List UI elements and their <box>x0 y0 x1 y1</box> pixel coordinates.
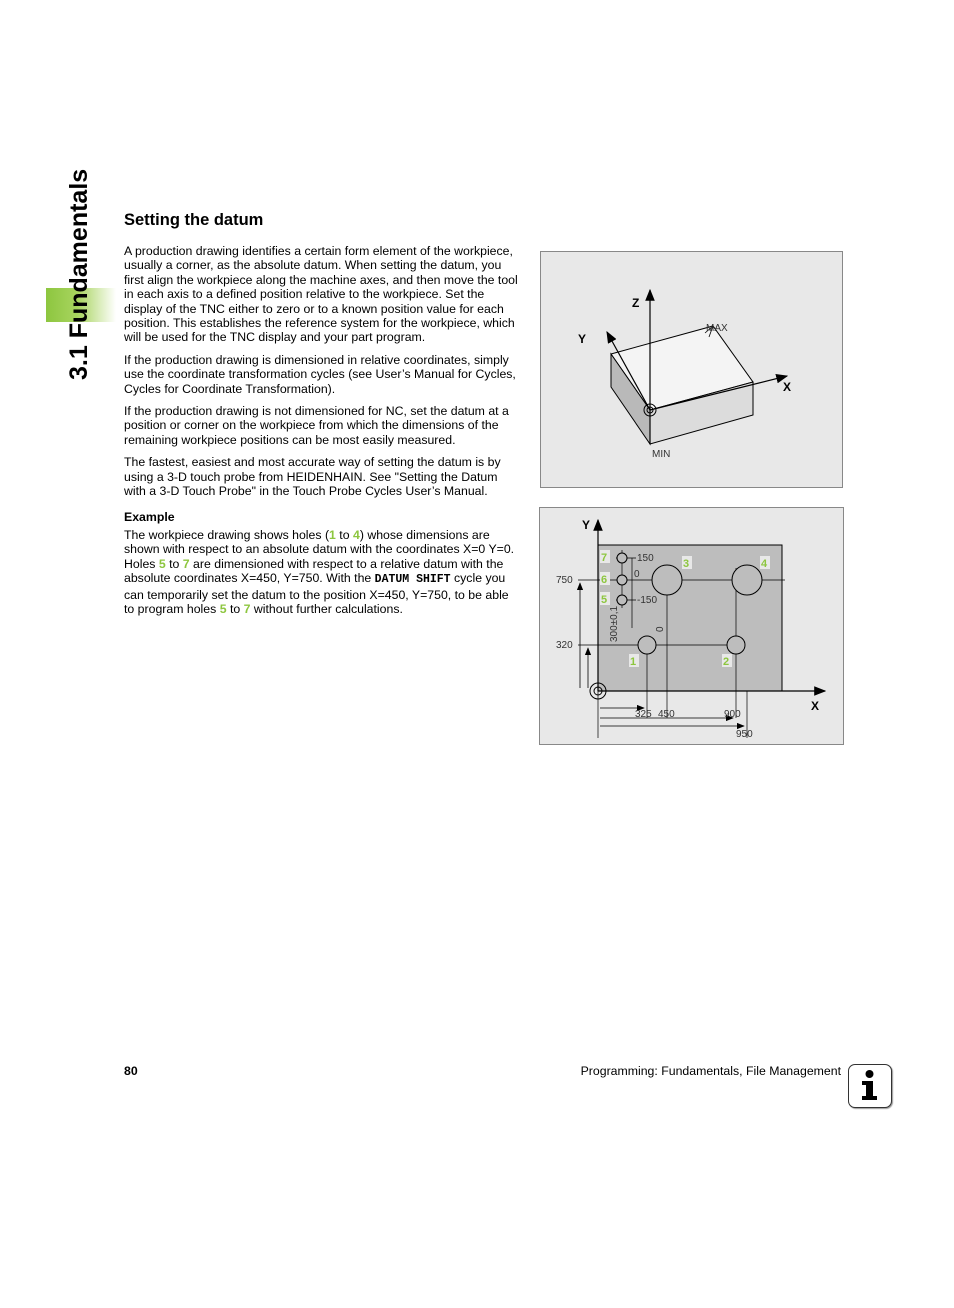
hole-5-label: 5 <box>601 594 608 606</box>
hole-5 <box>617 595 627 605</box>
max-label: MAX <box>706 323 728 334</box>
example-text: The workpiece drawing shows holes ( <box>124 527 330 542</box>
z-axis-label: Z <box>632 296 640 310</box>
body-text <box>124 244 520 624</box>
example-text: to <box>335 527 353 542</box>
paragraph: The fastest, easiest and most accurate way of setting the datum is by using a 3-D touch probe from HEIDENHAIN. See "Setting the Datum with a 3-D Touch Probe" in the Touch Probe Cycles User’s Manual. <box>124 455 501 499</box>
dim-900-label: 900 <box>724 709 741 720</box>
footer-chapter-title: Programming: Fundamentals, File Management <box>580 1064 841 1078</box>
code-keyword: DATUM SHIFT <box>374 573 451 587</box>
workpiece-3d-figure <box>540 251 843 488</box>
hole-2 <box>727 636 745 654</box>
dim-150-label: 150 <box>637 553 654 564</box>
hole-ref: 1 <box>329 527 336 542</box>
example-text: ) whose dimensions are shown with respect to an absolute datum with the coordinates X=0 Y=0. Holes <box>124 527 515 571</box>
chapter-title: 3.1 Fundamentals <box>65 168 93 380</box>
example-heading: Example <box>124 509 175 524</box>
y-axis-label: Y <box>578 332 587 346</box>
paragraph: If the production drawing is dimensioned in relative coordinates, simply use the coordinate transformation cycles (see User’s Manual for Cycles, Cycles for Coordinate Transformation). <box>124 352 516 396</box>
dim-m150-label: -150 <box>637 595 658 606</box>
page-number: 80 <box>124 1064 138 1078</box>
paragraph: A production drawing identifies a certain form element of the workpiece, usually a corner, as the absolute datum. When setting the datum, you first align the workpiece along the machine axes, and then move the tool in each axis to a defined position relative to the workpiece. Set the display of the TNC either to zero or to a known position value for each position. This establishes the reference system for the workpiece, which will be used for the TNC display and your part program. <box>124 244 518 345</box>
dim-750-label: 750 <box>556 575 573 586</box>
hole-ref: 7 <box>182 556 190 571</box>
hole-dimension-figure <box>539 507 844 745</box>
dim-450-label: 450 <box>658 709 675 720</box>
dim-325-label: 325 <box>635 709 652 720</box>
dim-300-label: 300±0,1 <box>609 605 620 642</box>
x-axis-label: X <box>811 699 820 713</box>
hole-ref: 4 <box>352 527 360 542</box>
example-text: are dimensioned with respect to a relative datum with the absolute coordinates X=450, Y=750. With the <box>124 556 504 586</box>
workpiece-3d-drawing <box>541 252 844 489</box>
hole-7-label: 7 <box>601 552 608 564</box>
info-glyph <box>849 1065 890 1106</box>
example-paragraph <box>124 528 520 616</box>
hole-7 <box>617 553 627 563</box>
dim-950-label: 950 <box>736 729 753 740</box>
hole-4-label: 4 <box>761 558 768 570</box>
hole-4 <box>732 565 762 595</box>
hole-1 <box>638 636 656 654</box>
hole-1-label: 1 <box>630 656 637 668</box>
y-axis-label: Y <box>582 518 591 532</box>
hole-ref: 5 <box>219 601 227 616</box>
info-icon <box>848 1064 892 1108</box>
dim-0-label: 0 <box>634 569 640 580</box>
dim-0b-label: 0 <box>655 626 666 632</box>
paragraph: If the production drawing is not dimensioned for NC, set the datum at a position or corner on the workpiece from which the dimensions of the remaining workpiece positions can be most easily measured. <box>124 404 509 447</box>
dim-320-label: 320 <box>556 640 573 651</box>
x-axis-label: X <box>783 380 792 394</box>
example-text: cycle you can temporarily set the datum to the position X=450, Y=750, to be able to program holes <box>124 571 509 616</box>
hole-ref: 7 <box>243 601 251 616</box>
hole-6-label: 6 <box>601 574 608 586</box>
hole-6 <box>617 575 627 585</box>
hole-2-label: 2 <box>723 656 730 668</box>
section-title: Setting the datum <box>124 211 264 229</box>
hole-3-label: 3 <box>683 558 690 570</box>
example-text: to <box>226 601 244 616</box>
hole-3 <box>652 565 682 595</box>
example-text: to <box>165 556 183 571</box>
hole-dimension-drawing <box>540 508 845 746</box>
min-label: MIN <box>652 449 671 460</box>
hole-ref: 5 <box>158 556 166 571</box>
example-text: without further calculations. <box>250 601 403 616</box>
